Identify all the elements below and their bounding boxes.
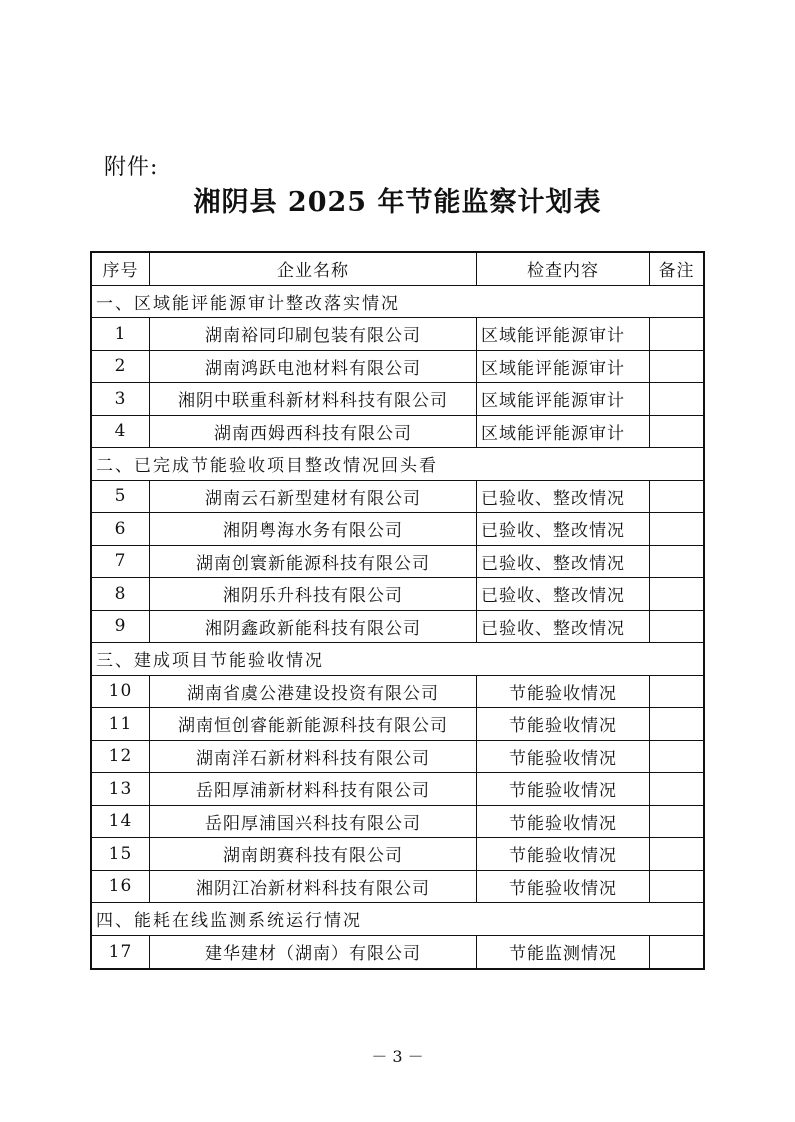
company-name: 湘阴粤海水务有限公司 [150, 513, 477, 545]
inspection-content: 已验收、整改情况 [477, 513, 650, 545]
inspection-content: 节能验收情况 [477, 676, 650, 708]
remark [650, 383, 703, 415]
inspection-content: 区域能评能源审计 [477, 351, 650, 383]
remark [650, 936, 703, 969]
row-number: 7 [92, 546, 150, 578]
section-title: 四、能耗在线监测系统运行情况 [96, 911, 362, 932]
row-number: 10 [92, 676, 150, 708]
company-name: 湖南创寰新能源科技有限公司 [150, 546, 477, 578]
remark [650, 611, 703, 643]
row-number: 5 [92, 481, 150, 513]
section-title: 二、已完成节能验收项目整改情况回头看 [96, 456, 438, 477]
company-name: 湘阴江冶新材料科技有限公司 [150, 871, 477, 903]
inspection-content: 区域能评能源审计 [477, 416, 650, 448]
row-number: 17 [92, 936, 150, 969]
inspection-content: 节能验收情况 [477, 773, 650, 805]
inspection-content: 节能监测情况 [477, 936, 650, 969]
table-row [92, 611, 703, 644]
remark [650, 806, 703, 838]
company-name: 湖南省虞公港建设投资有限公司 [150, 676, 477, 708]
table-row [92, 773, 703, 806]
company-name: 湖南朗赛科技有限公司 [150, 838, 477, 870]
table-row [92, 546, 703, 579]
attachment-label: 附件: [104, 155, 159, 180]
table-header-row [92, 253, 703, 286]
remark [650, 676, 703, 708]
row-number: 15 [92, 838, 150, 870]
inspection-content: 已验收、整改情况 [477, 481, 650, 513]
table-row [92, 871, 703, 904]
section-title: 一、区域能评能源审计整改落实情况 [96, 293, 400, 314]
remark [650, 351, 703, 383]
company-name: 湘阴中联重科新材料科技有限公司 [150, 383, 477, 415]
company-name: 建华建材（湖南）有限公司 [150, 936, 477, 969]
table-row [92, 351, 703, 384]
company-name: 湖南裕同印刷包装有限公司 [150, 318, 477, 350]
row-number: 4 [92, 416, 150, 448]
remark [650, 513, 703, 545]
section-row [92, 286, 703, 319]
row-number: 1 [92, 318, 150, 350]
company-name: 湖南西姆西科技有限公司 [150, 416, 477, 448]
inspection-content: 节能验收情况 [477, 838, 650, 870]
inspection-content: 已验收、整改情况 [477, 611, 650, 643]
header-remarks: 备注 [658, 261, 695, 282]
inspection-content: 节能验收情况 [477, 806, 650, 838]
company-name: 湖南洋石新材料科技有限公司 [150, 741, 477, 773]
table-row [92, 708, 703, 741]
row-number: 14 [92, 806, 150, 838]
remark [650, 481, 703, 513]
company-name: 湘阴鑫政新能科技有限公司 [150, 611, 477, 643]
table-row [92, 676, 703, 709]
remark [650, 318, 703, 350]
row-number: 13 [92, 773, 150, 805]
section-title: 三、建成项目节能验收情况 [96, 651, 324, 672]
inspection-content: 区域能评能源审计 [477, 383, 650, 415]
inspection-plan-table [90, 251, 705, 970]
inspection-content: 节能验收情况 [477, 741, 650, 773]
remark [650, 741, 703, 773]
table-row [92, 513, 703, 546]
company-name: 湖南鸿跃电池材料有限公司 [150, 351, 477, 383]
row-number: 9 [92, 611, 150, 643]
remark [650, 416, 703, 448]
remark [650, 578, 703, 610]
remark [650, 871, 703, 903]
page-title: 湘阴县 2025 年节能监察计划表 [193, 187, 602, 218]
company-name: 湖南云石新型建材有限公司 [150, 481, 477, 513]
section-row [92, 448, 703, 481]
row-number: 11 [92, 708, 150, 740]
row-number: 12 [92, 741, 150, 773]
inspection-content: 已验收、整改情况 [477, 546, 650, 578]
company-name: 湖南恒创睿能新能源科技有限公司 [150, 708, 477, 740]
table-row [92, 416, 703, 449]
remark [650, 708, 703, 740]
table-row [92, 578, 703, 611]
section-row [92, 643, 703, 676]
inspection-content: 区域能评能源审计 [477, 318, 650, 350]
remark [650, 838, 703, 870]
table-row [92, 383, 703, 416]
table-row [92, 838, 703, 871]
table-row [92, 806, 703, 839]
header-inspection-content: 检查内容 [477, 253, 650, 285]
table-row [92, 936, 703, 969]
row-number: 8 [92, 578, 150, 610]
section-row [92, 903, 703, 936]
company-name: 岳阳厚浦新材料科技有限公司 [150, 773, 477, 805]
table-row [92, 481, 703, 514]
company-name: 湘阴乐升科技有限公司 [150, 578, 477, 610]
row-number: 6 [92, 513, 150, 545]
table-row [92, 741, 703, 774]
row-number: 16 [92, 871, 150, 903]
header-company-name: 企业名称 [150, 253, 477, 285]
inspection-content: 节能验收情况 [477, 871, 650, 903]
company-name: 岳阳厚浦国兴科技有限公司 [150, 806, 477, 838]
inspection-content: 节能验收情况 [477, 708, 650, 740]
remark [650, 546, 703, 578]
table-row [92, 318, 703, 351]
row-number: 2 [92, 351, 150, 383]
remark [650, 773, 703, 805]
header-serial-number: 序号 [92, 253, 150, 285]
inspection-content: 已验收、整改情况 [477, 578, 650, 610]
page-number: － 3 － [371, 1047, 424, 1066]
row-number: 3 [92, 383, 150, 415]
